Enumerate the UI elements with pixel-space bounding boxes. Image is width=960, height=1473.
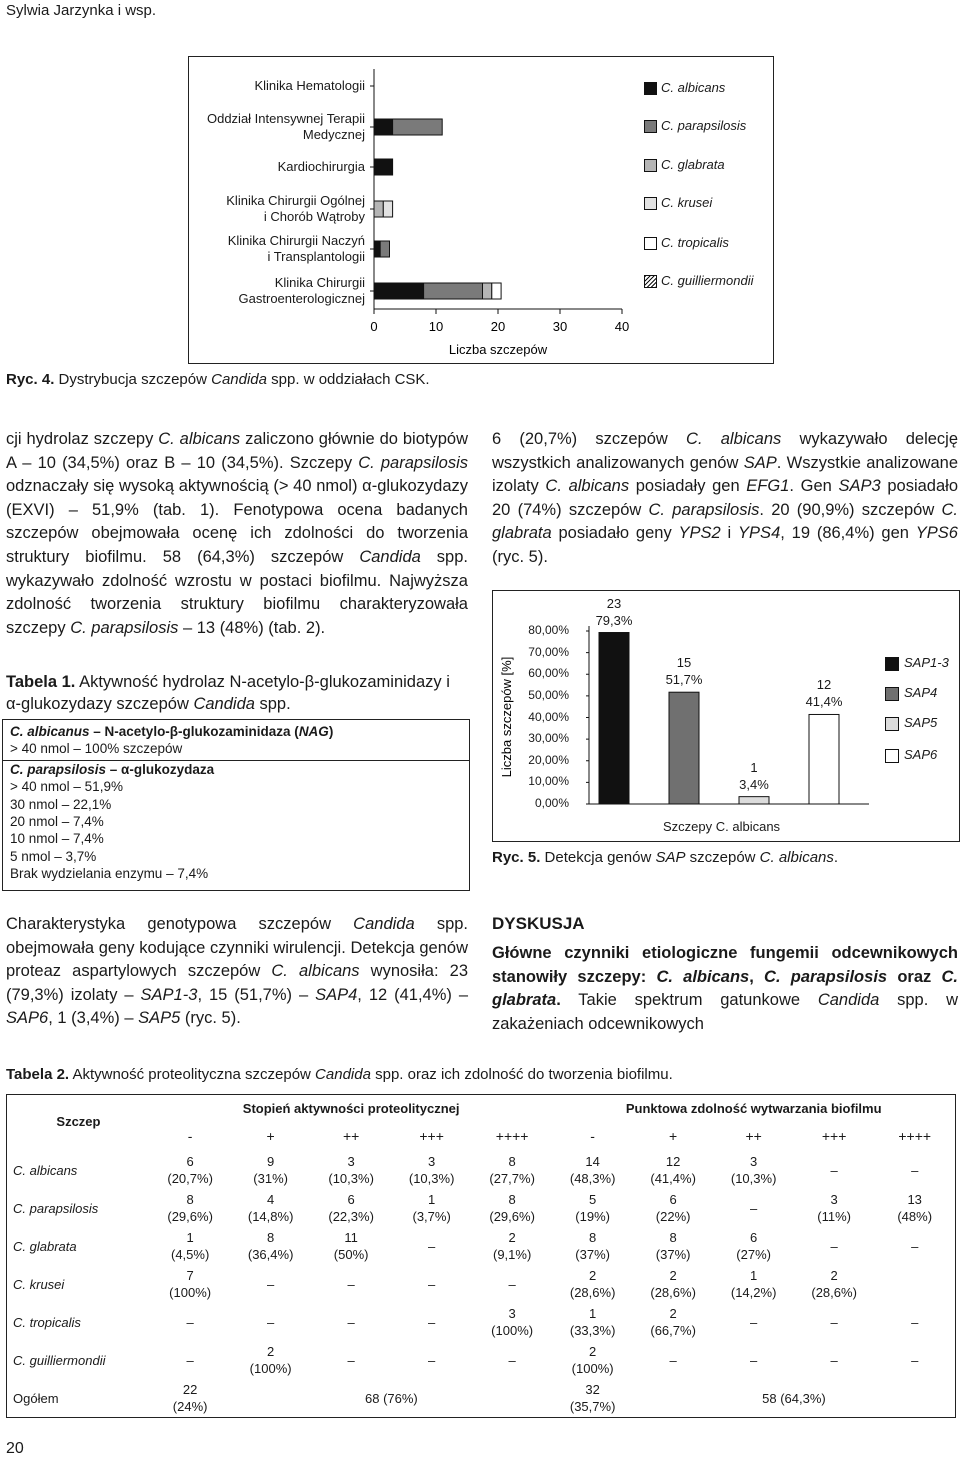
fig5-legend-swatch [885, 717, 899, 731]
table2-cell: – [508, 1276, 516, 1292]
table1-row: > 40 nmol – 100% szczepów [10, 741, 183, 757]
fig5-bar-label: 12 41,4% [805, 677, 843, 710]
table1-row: Brak wydzielania enzymu – 7,4% [10, 866, 209, 882]
table2-cell: 1 (3,7%) [412, 1192, 451, 1224]
table2-total-c2: 68 (76%) [365, 1390, 418, 1406]
figure-4 [188, 56, 774, 364]
table-2 [6, 1094, 956, 1418]
fig5-bar [669, 692, 699, 804]
fig4-bar-segment [483, 283, 492, 299]
table2-cell: 8 (29,6%) [489, 1192, 535, 1224]
fig5-ytick-label: 0,00% [534, 796, 569, 810]
fig5-bar-label: 1 3,4% [739, 759, 769, 792]
table2-cell: 4 (14,8%) [247, 1192, 294, 1224]
table2-cell: – [428, 1314, 436, 1330]
fig5-legend-swatch [885, 657, 899, 671]
table2-cell: 8 (37%) [575, 1230, 610, 1262]
fig4-bar-segment [374, 201, 383, 217]
table2-cell: – [508, 1352, 516, 1368]
left-paragraph-1 [6, 428, 468, 640]
table2-group-biofilm: Punktowa zdolność wytwarzania biofilmu [625, 1100, 882, 1116]
fig4-ward-label: Klinika Hematologii [254, 78, 365, 93]
table1-row: C. parapsilosis – α-glukozydaza [3, 760, 469, 778]
fig5-ytick-label: 20,00% [528, 752, 569, 767]
fig4-legend-swatch [644, 120, 657, 133]
fig5-y-label: Liczba szczepów [%] [499, 656, 514, 778]
table2-cell: 2 (66,7%) [650, 1306, 696, 1338]
fig4-xtick-label: 40 [614, 319, 630, 334]
table2-cell: – [347, 1276, 355, 1292]
table2-cell: 6 (22,3%) [328, 1192, 374, 1224]
table2-caption: Tabela 2. Aktywność proteolityczna szczepów Candida spp. oraz ich zdolność do tworzenia biofilmu. [6, 1066, 673, 1083]
fig4-xtick-label: 30 [552, 319, 568, 334]
fig4-bar-segment [374, 241, 380, 257]
table2-cell: 12 (41,4%) [650, 1154, 696, 1186]
table2-cell: – [267, 1276, 275, 1292]
table2-level-header: - [187, 1127, 193, 1144]
table2-cell: 2 (28,6%) [811, 1268, 857, 1300]
table2-cell: 1 (33,3%) [569, 1306, 616, 1338]
figure-5 [492, 590, 960, 842]
fig4-x-label: Liczba szczepów [448, 342, 548, 357]
table2-level-header: + [669, 1127, 678, 1144]
table2-cell: – [911, 1238, 919, 1254]
table2-row [7, 1303, 955, 1341]
fig5-legend-label: SAP6 [904, 747, 938, 762]
table2-total-name: Ogółem [13, 1390, 59, 1406]
fig4-bar-segment [374, 283, 424, 299]
fig5-ytick-label: 70,00% [528, 644, 569, 659]
table2-strain-name: C. albicans [13, 1162, 78, 1178]
fig4-bar-segment [393, 119, 443, 135]
table2-cell: 6 (22%) [655, 1192, 691, 1224]
table2-cell: – [750, 1314, 758, 1330]
fig4-bar-segment [380, 241, 389, 257]
table2-cell: 2 (9,1%) [492, 1230, 532, 1262]
table2-cell: 3 (10,3%) [730, 1154, 777, 1186]
fig5-legend-label: SAP4 [904, 685, 938, 700]
table2-level-header: ++ [342, 1127, 360, 1144]
fig4-legend-label: C. albicans [661, 80, 726, 95]
fig5-ytick-label: 60,00% [528, 666, 569, 681]
table2-cell: 14 (48,3%) [569, 1154, 616, 1186]
table2-cell: – [830, 1238, 838, 1254]
table1-row: 30 nmol – 22,1% [10, 796, 112, 812]
table1-row: > 40 nmol – 51,9% [10, 779, 123, 795]
table2-cell: – [428, 1238, 436, 1254]
table2-strain-name: C. guilliermondii [13, 1352, 106, 1368]
fig4-xtick-label: 10 [428, 319, 444, 334]
table2-row [7, 1265, 955, 1303]
table2-cell: – [186, 1314, 194, 1330]
table2-cell: 8 (27,7%) [489, 1154, 535, 1186]
fig5-bar-label: 23 79,3% [595, 595, 633, 628]
table-1 [2, 719, 470, 891]
fig4-bar-segment [374, 119, 393, 135]
fig5-legend-label: SAP5 [904, 715, 938, 730]
table2-cell: – [267, 1314, 275, 1330]
table2-cell: 3 (11%) [817, 1192, 851, 1224]
left-paragraph-2 [6, 913, 468, 1031]
table1-row: C. albicanus – N-acetylo-β-glukozaminidaza (NAG) [10, 724, 334, 739]
fig5-legend-swatch [885, 687, 899, 701]
table2-cell: – [750, 1200, 758, 1216]
fig4-legend-swatch [644, 197, 657, 210]
fig4-ward-label: Klinika Chirurgii Gastroenterologicznej [238, 275, 365, 306]
section-heading-dyskusja: DYSKUSJA [492, 914, 585, 933]
table2-cell: 7 (100%) [169, 1268, 212, 1300]
fig4-legend-swatch [644, 275, 657, 288]
table2-level-header: - [590, 1127, 595, 1144]
table2-cell: – [347, 1314, 355, 1330]
fig5-bar-label: 15 51,7% [665, 655, 703, 688]
fig4-ward-label: Klinika Chirurgii Ogólnej i Chorób Wątroby [226, 193, 365, 224]
fig5-legend-label: SAP1-3 [904, 655, 949, 670]
table2-col-strain: Szczep [56, 1114, 101, 1129]
fig4-ward-label: Kardiochirurgia [277, 159, 365, 174]
table2-cell: – [186, 1352, 194, 1368]
table2-total-c1: 22 (24%) [172, 1382, 208, 1414]
right-p1-text: 6 (20,7%) szczepów C. albicans wykazywało delecję wszystkich analizowanych genów SAP. Wszystkie analizowane izolaty C. albicans posiadały gen EFG1. Gen SAP3 posiadało 20 (74%) szczepów C. parapsilosis. 20 (90,9%) szczepów C. glabrata posiadało geny YPS2 i YPS4, 19 (86,4%) gen YPS6 (ryc. 5). [492, 430, 959, 566]
fig4-legend-swatch [644, 237, 657, 250]
fig4-xtick-label: 20 [490, 319, 506, 334]
table2-cell: – [347, 1352, 355, 1368]
table2-level-header: +++ [419, 1127, 444, 1144]
table1-row: 20 nmol – 7,4% [10, 814, 104, 830]
table2-cell: – [911, 1162, 919, 1178]
page-number: 20 [6, 1440, 24, 1457]
table2-cell: 2 (100%) [571, 1344, 614, 1376]
table2-grid [7, 1095, 955, 1417]
fig4-legend-swatch [644, 159, 657, 172]
right-paragraph-1 [492, 428, 958, 570]
table2-level-header: +++ [821, 1127, 847, 1144]
fig5-ytick-label: 40,00% [528, 709, 569, 724]
table2-cell: 2 (28,6%) [650, 1268, 696, 1300]
table2-cell: – [830, 1162, 838, 1178]
table2-cell: – [830, 1352, 838, 1368]
fig4-bar-segment [424, 283, 483, 299]
table2-row [7, 1151, 955, 1189]
table2-cell: 8 (29,6%) [167, 1192, 213, 1224]
table2-cell: 1 (14,2%) [730, 1268, 777, 1300]
table2-cell: – [669, 1352, 677, 1368]
table2-total-row [7, 1379, 955, 1417]
table2-level-header: ++ [745, 1127, 762, 1144]
table2-strain-name: C. tropicalis [13, 1314, 81, 1330]
fig4-legend-swatch [644, 82, 657, 95]
fig5-ytick-label: 30,00% [528, 731, 569, 746]
table2-row [7, 1189, 955, 1227]
table1-row: 10 nmol – 7,4% [10, 831, 104, 847]
table2-strain-name: C. glabrata [13, 1238, 77, 1254]
table2-cell: – [911, 1352, 919, 1368]
table2-cell: 5 (19%) [575, 1192, 610, 1224]
table2-strain-name: C. krusei [13, 1276, 65, 1292]
table2-level-header: ++++ [495, 1127, 529, 1144]
fig5-ytick-label: 80,00% [528, 623, 569, 637]
table2-cell: 6 (27%) [736, 1230, 771, 1262]
fig5-bar [739, 797, 769, 804]
table2-cell: 2 (28,6%) [569, 1268, 616, 1300]
running-header: Sylwia Jarzynka i wsp. [6, 2, 157, 19]
table2-row [7, 1341, 955, 1379]
table2-level-header: ++++ [898, 1127, 932, 1144]
table2-level-header: + [266, 1127, 275, 1144]
fig4-legend-label: C. glabrata [661, 157, 725, 172]
table2-cell: 8 (37%) [655, 1230, 691, 1262]
table2-cell: – [428, 1352, 436, 1368]
table2-cell: – [750, 1352, 758, 1368]
table1-caption: Tabela 1. Aktywność hydrolaz N-acetylo-β-glukozaminidazy i α-glukozydazy szczepów Candida spp. [6, 673, 450, 713]
table2-total-c3: 32 (35,7%) [569, 1382, 616, 1414]
left-p1-text: cji hydrolaz szczepy C. albicans zaliczono głównie do biotypów A – 10 (34,5%) oraz B – 10 (34,5%). Szczepy C. parapsilosis odznaczały się wysoką aktywnością (> 40 nmol) α-glukozydazy (EXVI) – 51,9% (tab. 1). Fenotypowa ocena badanych szczepów obejmowała ocenę ich zdolności do tworzenia struktury biofilmu. 58 (64,3%) szczepów Candida spp. wykazywało zdolność wzrostu w postaci biofilmu. Najwyższa zdolność tworzenia struktury biofilmu charakteryzowała szczepy C. parapsilosis – 13 (48%) (tab. 2). [6, 430, 468, 637]
fig5-bar [809, 714, 839, 804]
fig5-bar [599, 633, 629, 804]
fig4-bar-segment [492, 283, 501, 299]
table2-group-proteolytic: Stopień aktywności proteolitycznej [242, 1100, 460, 1116]
table2-cell: 11 (50%) [333, 1230, 369, 1262]
fig4-ward-label: Oddział Intensywnej Terapii Medycznej [206, 111, 365, 142]
table2-cell: 3 (100%) [491, 1306, 534, 1338]
right-paragraph-2 [492, 942, 958, 1036]
table2-cell: – [428, 1276, 436, 1292]
table2-cell [874, 1265, 955, 1303]
fig4-ward-label: Klinika Chirurgii Naczyń i Transplantologii [227, 233, 365, 264]
fig4-legend-label: C. guilliermondii [661, 273, 754, 288]
left-p2-text: Charakterystyka genotypowa szczepów Candida spp. obejmowała geny kodujące czynniki wirulencji. Detekcja genów proteaz aspartylowych szczepów C. albicans wynosiła: 23 (79,3%) izolaty – SAP1-3, 15 (51,7%) – SAP4, 12 (41,4%) – SAP6, 1 (3,4%) – SAP5 (ryc. 5). [6, 915, 469, 1028]
table2-row [7, 1227, 955, 1265]
table2-cell: 13 (48%) [897, 1192, 933, 1224]
table2-strain-name: C. parapsilosis [13, 1200, 99, 1216]
table2-cell: 3 (10,3%) [408, 1154, 455, 1186]
fig4-xtick-label: 0 [370, 319, 378, 334]
table1-row: 5 nmol – 3,7% [10, 848, 97, 864]
table2-cell: 8 (36,4%) [247, 1230, 294, 1262]
fig4-bar-segment [374, 159, 393, 175]
fig5-x-label: Szczepy C. albicans [663, 819, 781, 834]
fig4-caption: Ryc. 4. Dystrybucja szczepów Candida spp. w oddziałach CSK. [6, 371, 430, 388]
fig4-bar-segment [383, 201, 392, 217]
fig4-legend-label: C. parapsilosis [661, 118, 747, 133]
table2-cell: 2 (100%) [249, 1344, 292, 1376]
table2-cell: – [830, 1314, 838, 1330]
fig5-legend-swatch [885, 749, 899, 763]
table2-cell: 3 (10,3%) [328, 1154, 374, 1186]
table2-cell: 9 (31%) [253, 1154, 288, 1186]
right-p2-text: Główne czynniki etiologiczne fungemii odcewnikowych stanowiły szczepy: C. albicans, C. parapsilosis oraz C. glabrata. Takie spektrum gatunkowe Candida spp. w zakażeniach odcewnikowych [492, 944, 958, 1033]
fig5-ytick-label: 50,00% [528, 687, 569, 702]
fig4-legend-label: C. krusei [661, 195, 713, 210]
fig5-ytick-label: 10,00% [528, 774, 569, 789]
table2-cell: 1 (4,5%) [170, 1230, 210, 1262]
table2-cell: – [911, 1314, 919, 1330]
fig5-caption: Ryc. 5. Detekcja genów SAP szczepów C. albicans. [492, 849, 839, 866]
table2-cell: 6 (20,7%) [167, 1154, 213, 1186]
table2-total-c4: 58 (64,3%) [762, 1390, 826, 1406]
fig4-legend-label: C. tropicalis [661, 235, 729, 250]
